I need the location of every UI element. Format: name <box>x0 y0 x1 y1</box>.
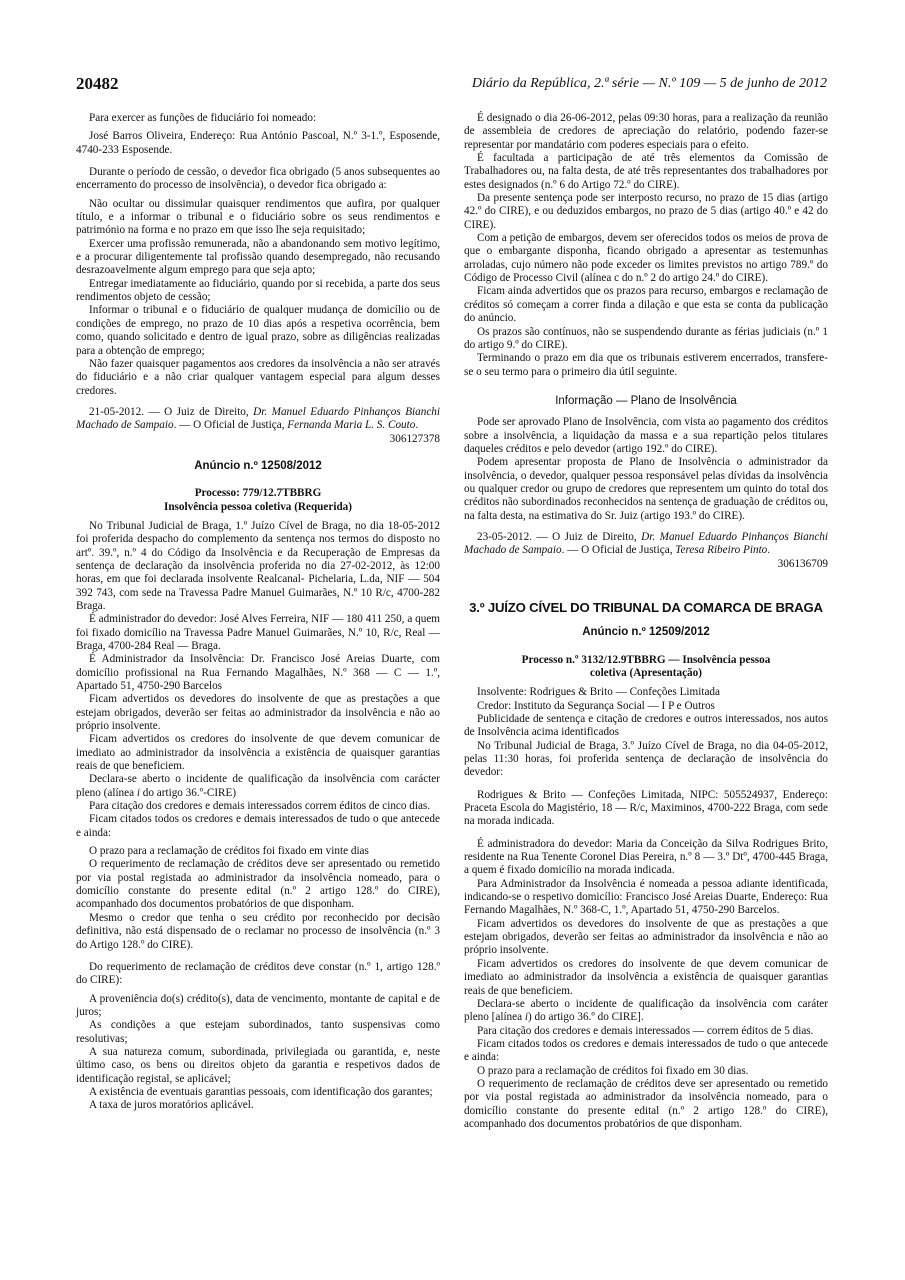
section-heading: Informação — Plano de Insolvência <box>555 394 737 407</box>
court-heading: 3.º JUÍZO CÍVEL DO TRIBUNAL DA COMARCA DE BRAGA <box>469 600 823 615</box>
paragraph: É facultada a participação de até três elementos da Comissão de Trabalhadores ou, na falta desta, de até três representantes dos trabalhadores por estes designados (n.º 6 do Artigo 72.º do CIRE). <box>464 152 828 191</box>
paragraph: É Administrador da Insolvência: Dr. Francisco José Areias Duarte, com domicílio profissional na Rua Fernando Magalhães, N.º 368 — C — 1.º, Apartado 51, 4750-290 Barcelos <box>76 653 440 692</box>
paragraph: Declara-se aberto o incidente de qualificação da insolvência com caráter pleno [alínea i) do artigo 36.º do CIRE]. <box>464 997 828 1024</box>
paragraph: Rodrigues & Brito — Confeções Limitada, NIPC: 505524937, Endereço: Praceta Escola do Magistério, 18 — R/c, Maximinos, 4700-222 Braga, com sede na morada indicada. <box>464 788 828 828</box>
paragraph: Ficam citados todos os credores e demais interessados de tudo o que antecede e ainda: <box>464 1037 828 1064</box>
paragraph: Para exercer as funções de fiduciário foi nomeado: <box>89 112 317 124</box>
paragraph: Credor: Instituto da Segurança Social — I P e Outros <box>477 699 715 712</box>
paragraph: Para citação dos credores e demais interessados correm éditos de cinco dias. <box>89 800 431 813</box>
journal-header: Diário da República, 2.ª série — N.º 109 — 5 de junho de 2012 <box>471 76 827 91</box>
reference-number: 306136709 <box>777 557 828 570</box>
paragraph: Para citação dos credores e demais interessados — correm éditos de 5 dias. <box>477 1024 814 1037</box>
paragraph: Não fazer quaisquer pagamentos aos credores da insolvência a não ser através do fiduciário e a não criar qualquer vantagem especial para algum desses credores. <box>76 357 440 397</box>
process-heading: Processo n.º 3132/12.9TBBRG — Insolvência pessoa coletiva (Apresentação) <box>521 653 771 679</box>
paragraph: Durante o período de cessão, o devedor fica obrigado (5 anos subsequentes ao encerramento do processo de insolvência), o devedor fica obrigado a: <box>76 166 440 192</box>
paragraph: O prazo para a reclamação de créditos foi fixado em 30 dias. <box>477 1064 749 1077</box>
paragraph: No Tribunal Judicial de Braga, 3.º Juízo Cível de Braga, no dia 04-05-2012, pelas 11:30 horas, foi proferida sentença de declaração de insolvência do devedor: <box>464 739 828 779</box>
paragraph: As condições a que estejam subordinados, tanto suspensivas como resolutivas; <box>76 1019 440 1045</box>
paragraph: Mesmo o credor que tenha o seu crédito por reconhecido por decisão definitiva, não está dispensado de o reclamar no processo de insolvência (n.º 3 do Artigo 128.º do CIRE). <box>76 911 440 951</box>
paragraph: A proveniência do(s) crédito(s), data de vencimento, montante de capital e de juros; <box>76 992 440 1018</box>
paragraph: José Barros Oliveira, Endereço: Rua António Pascoal, N.º 3-1.º, Esposende, 4740-233 Esposende. <box>76 130 440 156</box>
paragraph: É administradora do devedor: Maria da Conceição da Silva Rodrigues Brito, residente na Rua Tenente Coronel Dias Pereira, n.º 8 — 3.º Dtº, 4700-445 Braga, a quem é fixado domicílio na morada indicada. <box>464 837 828 877</box>
paragraph: Pode ser aprovado Plano de Insolvência, com vista ao pagamento dos créditos sobre a insolvência, a liquidação da massa e a sua repartição pelos titulares daqueles créditos e pelo devedor (artigo 192.º do CIRE). <box>464 416 828 455</box>
paragraph: É designado o dia 26-06-2012, pelas 09:30 horas, para a realização da reunião de assembleia de credores de apreciação do relatório, podendo fazer-se representar por mandatário com poderes especiais para o efeito. <box>464 112 828 151</box>
paragraph: Publicidade de sentença e citação de credores e outros interessados, nos autos de Insolvência acima identificados <box>464 712 828 739</box>
paragraph: Entregar imediatamente ao fiduciário, quando por si recebida, a parte dos seus rendimentos objeto de cessão; <box>76 277 440 304</box>
paragraph: Do requerimento de reclamação de créditos deve constar (n.º 1, artigo 128.º do CIRE): <box>76 960 440 987</box>
paragraph: A sua natureza comum, subordinada, privilegiada ou garantida, e, neste último caso, os bens ou direitos objeto da garantia e respetivos dados de identificação registal, se aplicável; <box>76 1045 440 1085</box>
paragraph: Ficam advertidos os devedores do insolvente de que as prestações a que estejam obrigados, deverão ser feitas ao administrador da insolvência e não ao próprio insolvente. <box>464 917 828 957</box>
right-column <box>464 112 828 1131</box>
paragraph: Para Administrador da Insolvência é nomeada a pessoa adiante identificada, indicando-se o respetivo domicílio: Francisco José Areias Duarte, Endereço: Rua Fernando Magalhães, N.º 368-C, 1.º, Apartado 51, 4750-290 Barcelos. <box>464 877 828 917</box>
paragraph: Ficam advertidos os devedores do insolvente de que as prestações a que estejam obrigados, deverão ser feitas ao administrador da insolvência e não ao próprio insolvente. <box>76 693 440 732</box>
paragraph: Ficam advertidos os credores do insolvente de que devem comunicar de imediato ao administrador da insolvência a existência de quaisquer garantias reais de que beneficiem. <box>76 733 440 773</box>
paragraph: Ficam ainda advertidos que os prazos para recurso, embargos e reclamação de créditos só começam a correr finda a dilação e que esta se conta da publicação do anúncio. <box>464 285 828 325</box>
signature-line: 23-05-2012. — O Juiz de Direito, Dr. Manuel Eduardo Pinhanços Bianchi Machado de Sampaio. — O Oficial de Justiça, Teresa Ribeiro Pinto. <box>464 530 828 557</box>
announcement-title: Anúncio n.º 12509/2012 <box>582 626 710 639</box>
page-number: 20482 <box>76 74 119 93</box>
paragraph: Ficam citados todos os credores e demais interessados de tudo o que antecede e ainda: <box>76 813 440 839</box>
paragraph: É administrador do devedor: José Alves Ferreira, NIF — 180 411 250, a quem foi fixado domicílio na Travessa Padre Manuel Guimarães, N.º 10, R/c, Real — Braga, 4700-284 Real — Braga. <box>76 613 440 652</box>
judge-name: Dr. Manuel Eduardo Pinhanços Bianchi Machado de Sampaio <box>464 530 828 557</box>
paragraph: O requerimento de reclamação de créditos deve ser apresentado ou remetido por via postal registada ao administrador da insolvência nomeado, para o domicílio constante do presente edital (n.º 2 artigo 128.º do CIRE), acompanhado dos documentos probatórios de que disponham. <box>76 858 440 911</box>
paragraph: Não ocultar ou dissimular quaisquer rendimentos que aufira, por qualquer título, e a informar o tribunal e o fiduciário sobre os seus rendimentos e património na forma e no prazo em que isso lhe seja requisitado; <box>76 197 440 237</box>
signature-line: 21-05-2012. — O Juiz de Direito, Dr. Manuel Eduardo Pinhanços Bianchi Machado de Sampaio. — O Oficial de Justiça, Fernanda Maria L. S. Couto. <box>76 405 440 432</box>
officer-name: Teresa Ribeiro Pinto <box>675 544 768 557</box>
paragraph: Os prazos são contínuos, não se suspendendo durante as férias judiciais (n.º 1 do artigo 9.º do CIRE). <box>464 325 828 351</box>
process-heading: Processo: 779/12.7TBBRG Insolvência pessoa coletiva (Requerida) <box>163 487 352 513</box>
paragraph: A existência de eventuais garantias pessoais, com identificação dos garantes; <box>89 1085 433 1098</box>
paragraph: Declara-se aberto o incidente de qualificação da insolvência com carácter pleno (alínea i do artigo 36.º-CIRE) <box>76 773 440 799</box>
reference-number: 306127378 <box>389 432 440 445</box>
paragraph: O requerimento de reclamação de créditos deve ser apresentado ou remetido por via postal registada ao administrador da insolvência nomeado, para o domicílio constante do presente edital (n.º 2 artigo 128.º do CIRE), acompanhado dos documentos probatórios de que disponham. <box>464 1077 828 1130</box>
paragraph: Podem apresentar proposta de Plano de Insolvência o administrador da insolvência, o devedor, qualquer pessoa responsável pelas dívidas da insolvência ou qualquer credor ou grupo de credores que representem um quinto do total dos créditos não subordinados reconhecidos na sentença de graduação de créditos ou, na falta desta, na estimativa do Sr. Juiz (artigo 193.º do CIRE). <box>464 456 828 522</box>
paragraph: Terminando o prazo em dia que os tribunais estiverem encerrados, transfere-se o seu termo para o primeiro dia útil seguinte. <box>464 352 828 378</box>
officer-name: Fernanda Maria L. S. Couto <box>287 419 416 432</box>
paragraph: Exercer uma profissão remunerada, não a abandonando sem motivo legítimo, e a procurar diligentemente tal profissão quando desempregado, não recusando desrazoavelmente algum emprego para que seja apto; <box>76 237 440 277</box>
paragraph: Com a petição de embargos, devem ser oferecidos todos os meios de prova de que o embargante disponha, ficando obrigado a apresentar as testemunhas arroladas, cujo número não pode exceder os limites previstos no artigo 789.º do Código de Processo Civil (alínea c do n.º 2 do artigo 24.º do CIRE). <box>464 232 828 285</box>
paragraph: O prazo para a reclamação de créditos foi fixado em vinte dias <box>89 845 369 858</box>
judge-name: Dr. Manuel Eduardo Pinhanços Bianchi Machado de Sampaio <box>76 405 440 432</box>
paragraph: Insolvente: Rodrigues & Brito — Confeções Limitada <box>477 686 720 699</box>
paragraph: Informar o tribunal e o fiduciário de qualquer mudança de domicílio ou de condições de emprego, no prazo de 10 dias após a respetiva ocorrência, bem como, quando solicitado e dentro de igual prazo, sobre as diligências realizadas para a obtenção de emprego; <box>76 304 440 357</box>
paragraph: Da presente sentença pode ser interposto recurso, no prazo de 15 dias (artigo 42.º do CIRE), e ou deduzidos embargos, no prazo de 5 dias (artigo 40.º e 42 do CIRE). <box>464 192 828 231</box>
paragraph: Ficam advertidos os credores do insolvente de que devem comunicar de imediato ao administrador da insolvência a existência de quaisquer garantias reais de que beneficiem. <box>464 957 828 997</box>
paragraph: No Tribunal Judicial de Braga, 1.º Juízo Cível de Braga, no dia 18-05-2012 foi proferida despacho do complemento da sentença nos termos do disposto no artº. 39.º, n.º 4 do Código da Insolvência e da Recuperação de Empresas da sentença de declaração da insolvência proferida no dia 27-02-2012, às 12:00 horas, em que foi declarada insolvente Realcanal- Pichelaria, L.da, NIF — 504 392 743, com sede na Travessa Padre Manuel Guimarães, N.º 10 R/c, 4700-282 Braga. <box>76 519 440 612</box>
announcement-title: Anúncio n.º 12508/2012 <box>194 459 322 472</box>
paragraph: A taxa de juros moratórios aplicável. <box>89 1099 254 1112</box>
left-column <box>76 112 440 1113</box>
